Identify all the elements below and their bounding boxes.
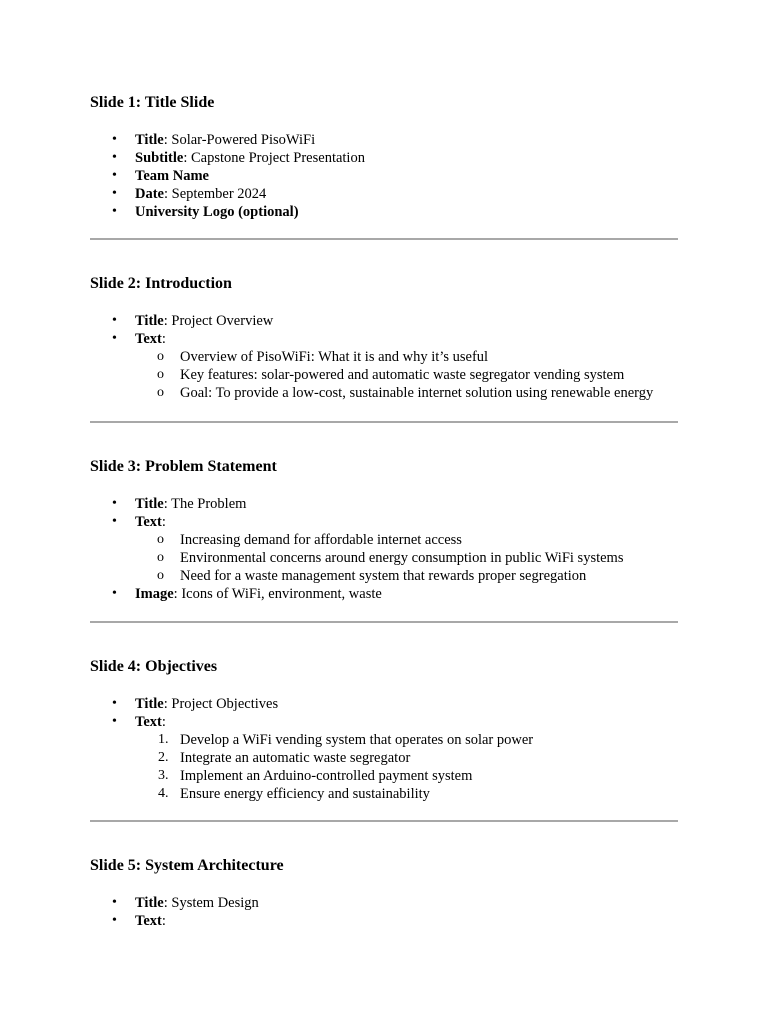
bullet-icon: • [112, 714, 117, 729]
slide-2-heading: Slide 2: Introduction [90, 275, 232, 292]
slide-1-list [90, 131, 678, 221]
bullet-icon: • [112, 696, 117, 711]
list-item [90, 131, 678, 149]
bullet-icon: • [112, 186, 117, 201]
list-item [135, 785, 678, 803]
bullet-icon: • [112, 514, 117, 529]
item-text: : [161, 714, 166, 730]
list-item [135, 348, 678, 366]
item-text: : System Design [163, 895, 259, 911]
item-label: Title [135, 496, 164, 512]
bullet-icon: • [112, 168, 117, 183]
circle-bullet-icon: o [157, 550, 164, 565]
slide-3-list [90, 495, 678, 603]
sub-item-text: Goal: To provide a low-cost, sustainable internet solution using renewable energy [180, 385, 654, 401]
list-item [90, 912, 678, 930]
bullet-icon: • [112, 586, 117, 601]
item-label: Title [135, 696, 164, 712]
sub-item-text: Overview of PisoWiFi: What it is and why it’s useful [180, 349, 489, 365]
item-label: Image [135, 586, 174, 602]
section-divider [90, 421, 678, 423]
slide-3-sublist [135, 531, 678, 585]
bullet-icon: • [112, 331, 117, 346]
item-label: Text [135, 913, 162, 929]
item-text: : Solar-Powered PisoWiFi [163, 132, 316, 148]
slide-2-sublist [135, 348, 678, 402]
item-text: : Project Overview [163, 313, 274, 329]
circle-bullet-icon: o [157, 367, 164, 382]
list-item [135, 366, 678, 384]
slide-5-list [90, 894, 678, 930]
bullet-icon: • [112, 496, 117, 511]
sub-item-text: Ensure energy efficiency and sustainability [180, 786, 430, 802]
list-item [90, 695, 678, 713]
list-item [135, 767, 678, 785]
slide-4-numbered-list [135, 731, 678, 803]
list-item [90, 495, 678, 513]
list-item [90, 203, 678, 221]
list-item [135, 549, 678, 567]
list-item [135, 731, 678, 749]
sub-item-text: Develop a WiFi vending system that operates on solar power [180, 732, 534, 748]
item-text: : Project Objectives [163, 696, 279, 712]
list-number: 3. [158, 768, 169, 783]
list-item [90, 713, 678, 803]
list-item [135, 384, 678, 402]
list-number: 4. [158, 786, 169, 801]
item-label: Text [135, 331, 162, 347]
item-label: Subtitle [135, 150, 184, 166]
item-text: : [161, 331, 166, 347]
sub-item-text: Implement an Arduino-controlled payment system [180, 768, 473, 784]
item-label: Title [135, 132, 164, 148]
list-item [90, 330, 678, 402]
bullet-icon: • [112, 204, 117, 219]
bullet-icon: • [112, 913, 117, 928]
item-label: Text [135, 714, 162, 730]
slide-2-list [90, 312, 678, 402]
item-text: : [161, 514, 166, 530]
circle-bullet-icon: o [157, 349, 164, 364]
item-label: Title [135, 313, 164, 329]
item-text: : Icons of WiFi, environment, waste [173, 586, 382, 602]
list-item [90, 585, 678, 603]
item-label: Team Name [135, 168, 209, 184]
slide-5-heading: Slide 5: System Architecture [90, 857, 284, 874]
bullet-icon: • [112, 313, 117, 328]
circle-bullet-icon: o [157, 385, 164, 400]
item-text: : September 2024 [164, 186, 267, 202]
slide-4-list [90, 695, 678, 803]
section-divider [90, 238, 678, 240]
sub-item-text: Integrate an automatic waste segregator [180, 750, 411, 766]
item-label: Text [135, 514, 162, 530]
bullet-icon: • [112, 132, 117, 147]
list-item [135, 531, 678, 549]
circle-bullet-icon: o [157, 532, 164, 547]
list-number: 1. [158, 732, 169, 747]
sub-item-text: Key features: solar-powered and automatic waste segregator vending system [180, 367, 625, 383]
sub-item-text: Need for a waste management system that rewards proper segregation [180, 568, 587, 584]
sub-item-text: Environmental concerns around energy consumption in public WiFi systems [180, 550, 624, 566]
list-item [135, 567, 678, 585]
list-item [90, 312, 678, 330]
item-label: Date [135, 186, 164, 202]
bullet-icon: • [112, 150, 117, 165]
list-item [90, 167, 678, 185]
item-text: : The Problem [163, 496, 247, 512]
item-label: Title [135, 895, 164, 911]
list-item [90, 513, 678, 585]
list-item [90, 149, 678, 167]
item-text: : [161, 913, 166, 929]
sub-item-text: Increasing demand for affordable internet access [180, 532, 462, 548]
item-text: : Capstone Project Presentation [183, 150, 365, 166]
bullet-icon: • [112, 895, 117, 910]
list-number: 2. [158, 750, 169, 765]
section-divider [90, 820, 678, 822]
item-label: University Logo (optional) [135, 204, 299, 220]
circle-bullet-icon: o [157, 568, 164, 583]
list-item [90, 894, 678, 912]
slide-4-heading: Slide 4: Objectives [90, 658, 218, 675]
list-item [90, 185, 678, 203]
slide-3-heading: Slide 3: Problem Statement [90, 458, 277, 475]
slide-1-heading: Slide 1: Title Slide [90, 94, 215, 111]
section-divider [90, 621, 678, 623]
list-item [135, 749, 678, 767]
